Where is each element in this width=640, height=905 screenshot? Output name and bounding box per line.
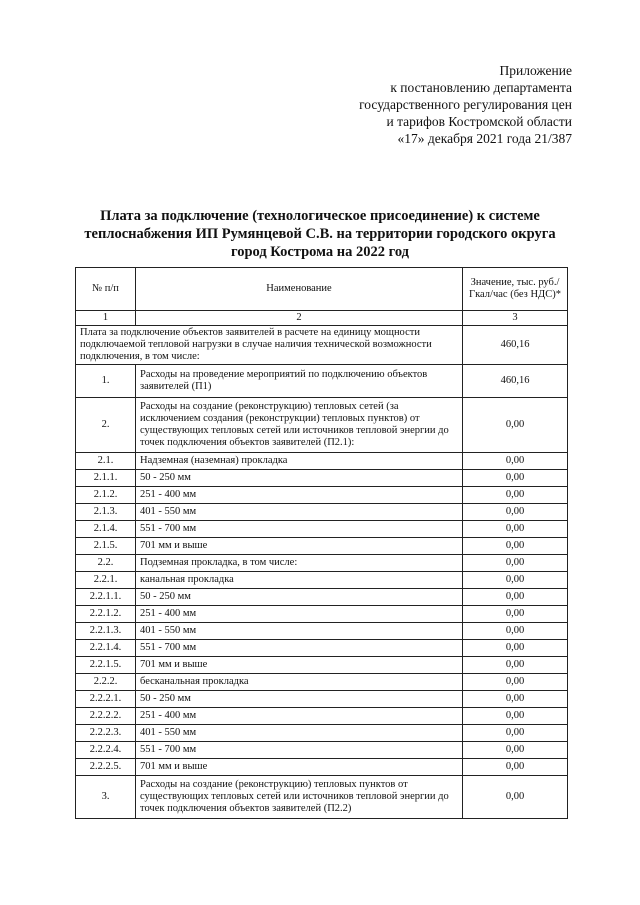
row-name: 251 - 400 мм [136,708,463,725]
row-number: 2.2.1.1. [76,589,136,606]
row-value: 0,00 [463,776,568,819]
row-name: Подземная прокладка, в том числе: [136,555,463,572]
row-name: 251 - 400 мм [136,606,463,623]
row-value: 0,00 [463,742,568,759]
table-row [76,521,568,538]
appendix-block [272,62,572,147]
appendix-line: «17» декабря 2021 года 21/387 [397,131,572,146]
table-row [76,365,568,398]
column-number-row [76,311,568,326]
document-title [60,207,580,261]
row-name: бесканальная прокладка [136,674,463,691]
column-number: 3 [463,311,568,326]
column-number: 1 [76,311,136,326]
title-line: город Кострома на 2022 год [230,244,410,260]
table-row [76,691,568,708]
table-row [76,623,568,640]
row-number: 2.2.1. [76,572,136,589]
row-number: 2.2.2.1. [76,691,136,708]
row-value: 0,00 [463,674,568,691]
table-row [76,606,568,623]
row-name: 251 - 400 мм [136,487,463,504]
row-name: 50 - 250 мм [136,691,463,708]
row-value: 0,00 [463,623,568,640]
row-name: 701 мм и выше [136,657,463,674]
appendix-line: к постановлению департамента [390,80,572,95]
row-value: 0,00 [463,691,568,708]
tariff-table [75,267,568,819]
row-value: 0,00 [463,487,568,504]
table-row [76,776,568,819]
table-row [76,487,568,504]
title-line: теплоснабжения ИП Румянцевой С.В. на территории городского округа [84,226,556,242]
row-number: 2.2.2.4. [76,742,136,759]
row-value: 0,00 [463,606,568,623]
row-value: 0,00 [463,657,568,674]
table-row [76,589,568,606]
row-name: Расходы на проведение мероприятий по подключению объектов заявителей (П1) [136,365,463,398]
appendix-line: Приложение [499,63,572,78]
row-value: 0,00 [463,759,568,776]
row-number: 2.1.1. [76,470,136,487]
row-name: 50 - 250 мм [136,470,463,487]
row-name: 701 мм и выше [136,759,463,776]
title-line: Плата за подключение (технологическое присоединение) к системе [100,208,540,224]
row-value: 0,00 [463,504,568,521]
row-value: 0,00 [463,521,568,538]
row-number: 2.2.2.3. [76,725,136,742]
table-row [76,504,568,521]
row-number: 2. [76,398,136,453]
row-number: 2.2.2.2. [76,708,136,725]
row-value: 0,00 [463,555,568,572]
row-value: 460,16 [463,365,568,398]
row-number: 2.2.1.4. [76,640,136,657]
row-number: 2.1.3. [76,504,136,521]
row-number: 2.2. [76,555,136,572]
row-value: 0,00 [463,572,568,589]
table-row [76,398,568,453]
row-value: 0,00 [463,708,568,725]
row-number: 2.2.1.3. [76,623,136,640]
row-name: Расходы на создание (реконструкцию) тепловых пунктов от существующих тепловых сетей или источников тепловой энергии до точек подключения объектов заявителей (П2.2) [136,776,463,819]
row-value: 0,00 [463,538,568,555]
row-number: 2.2.1.5. [76,657,136,674]
row-name: 50 - 250 мм [136,589,463,606]
row-name: Расходы на создание (реконструкцию) тепловых сетей (за исключением создания (реконструкции) тепловых пунктов) от существующих тепловых сетей или источников тепловой энергии до точек подключения объектов заявителей (П2.1): [136,398,463,453]
table-row [76,453,568,470]
row-number: 2.1.4. [76,521,136,538]
summary-text: Плата за подключение объектов заявителей в расчете на единицу мощности подключаемой тепловой нагрузки в случае наличия технической возможности подключения, в том числе: [76,326,463,365]
row-name: 401 - 550 мм [136,623,463,640]
table-row [76,708,568,725]
table-row [76,538,568,555]
appendix-line: и тарифов Костромской области [386,114,572,129]
row-name: Надземная (наземная) прокладка [136,453,463,470]
table-row [76,640,568,657]
header-number: № п/п [76,268,136,311]
summary-value: 460,16 [463,326,568,365]
row-name: 401 - 550 мм [136,504,463,521]
column-number: 2 [136,311,463,326]
table-row [76,555,568,572]
row-number: 2.2.1.2. [76,606,136,623]
header-value: Значение, тыс. руб./Гкал/час (без НДС)* [463,268,568,311]
table-row [76,572,568,589]
table-row [76,759,568,776]
table-row [76,742,568,759]
table-row [76,470,568,487]
header-name: Наименование [136,268,463,311]
row-value: 0,00 [463,453,568,470]
appendix-line: государственного регулирования цен [359,97,572,112]
row-name: 551 - 700 мм [136,521,463,538]
row-number: 3. [76,776,136,819]
row-name: канальная прокладка [136,572,463,589]
row-name: 401 - 550 мм [136,725,463,742]
row-value: 0,00 [463,725,568,742]
row-value: 0,00 [463,470,568,487]
row-number: 2.1.2. [76,487,136,504]
table-row [76,725,568,742]
row-value: 0,00 [463,589,568,606]
summary-row [76,326,568,365]
row-number: 1. [76,365,136,398]
row-name: 551 - 700 мм [136,640,463,657]
row-name: 551 - 700 мм [136,742,463,759]
row-value: 0,00 [463,398,568,453]
table-row [76,674,568,691]
row-number: 2.1. [76,453,136,470]
table-header-row [76,268,568,311]
table-row [76,657,568,674]
row-number: 2.2.2. [76,674,136,691]
row-value: 0,00 [463,640,568,657]
row-number: 2.2.2.5. [76,759,136,776]
row-name: 701 мм и выше [136,538,463,555]
row-number: 2.1.5. [76,538,136,555]
